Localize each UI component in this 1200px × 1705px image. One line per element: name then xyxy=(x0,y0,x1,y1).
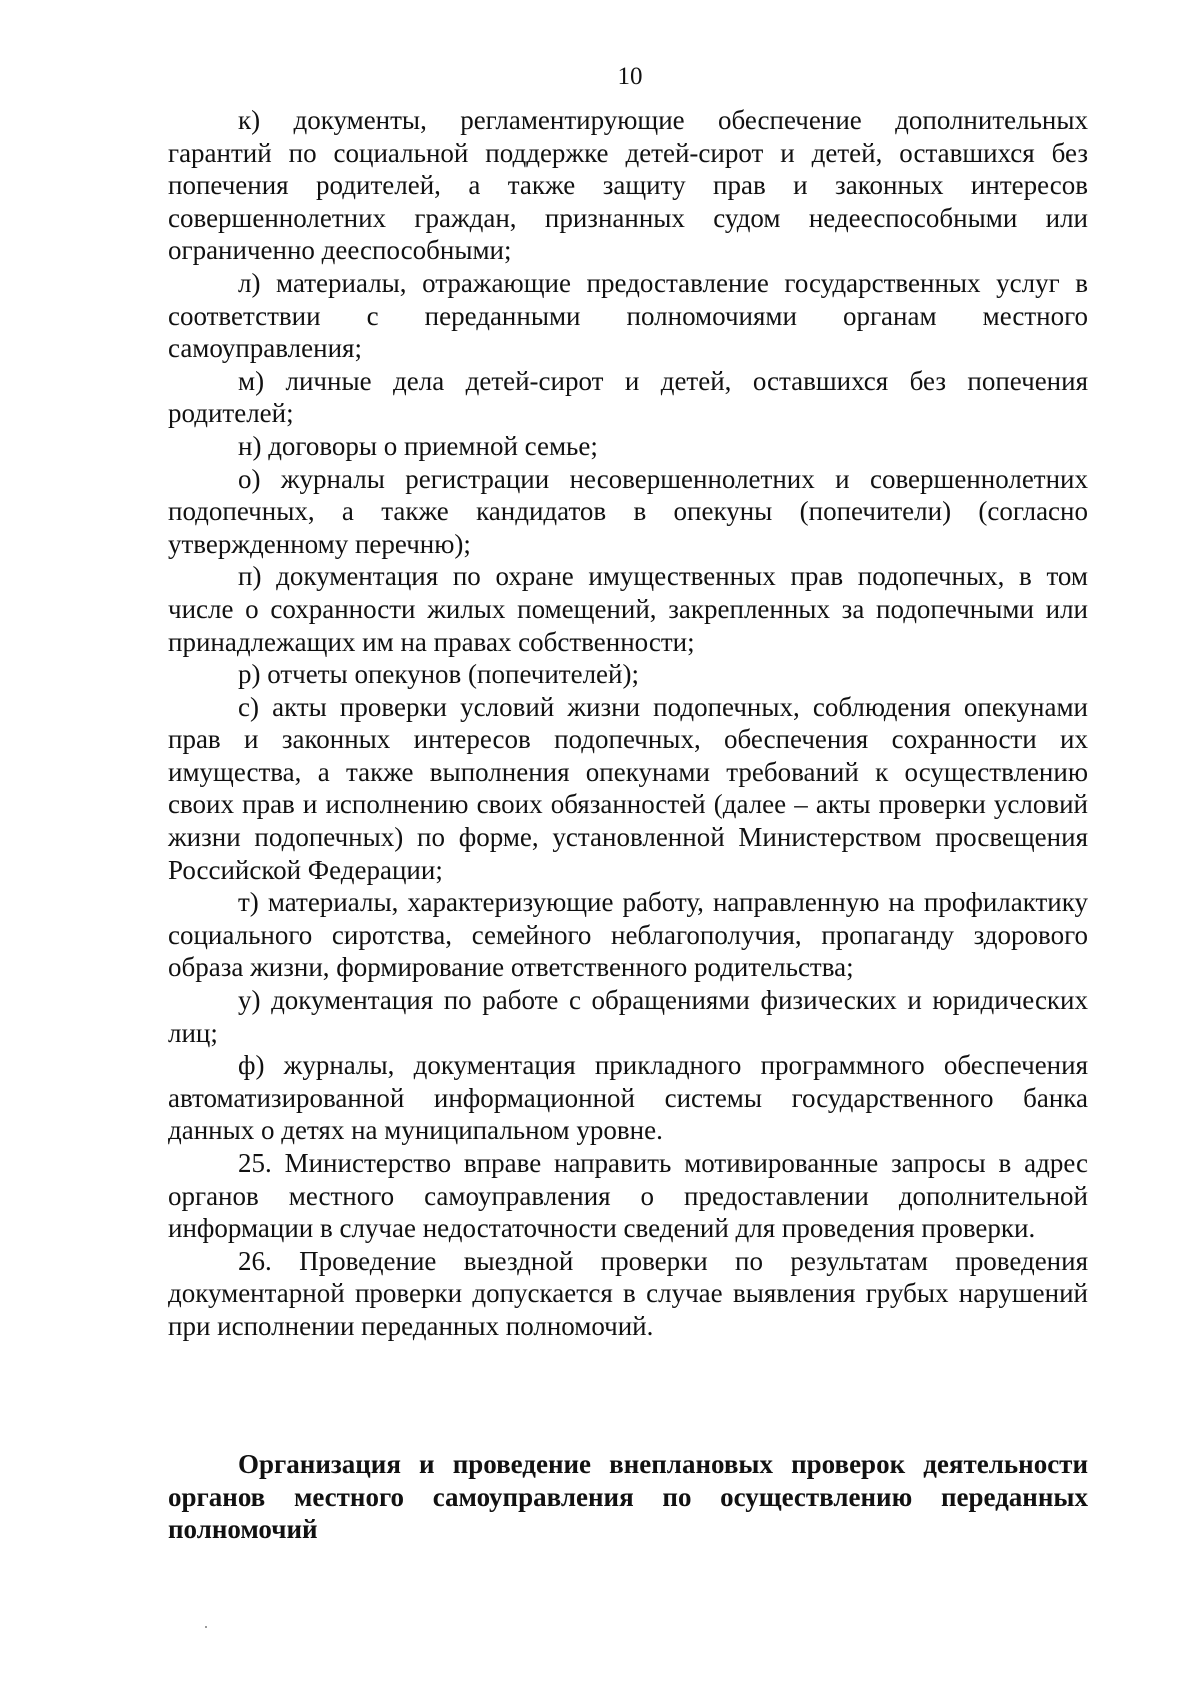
paragraph-l: л) материалы, отражающие предоставление государственных услуг в соответствии с переданными полномочиями органам местного самоуправления; xyxy=(168,267,1088,364)
paragraph-u: у) документация по работе с обращениями физических и юридических лиц; xyxy=(168,985,1088,1048)
paragraph-k: к) документы, регламентирующие обеспечение дополнительных гарантий по социальной поддержке детей-сирот и детей, оставшихся без попечения родителей, а также защиту прав и законных интересов совершеннолетних граждан, признанных судом недееспособными или ограниченно дееспособными; xyxy=(168,105,1088,266)
paragraph-26: 26. Проведение выездной проверки по результатам проведения документарной проверки допускается в случае выявления грубых нарушений при исполнении переданных полномочий. xyxy=(168,1245,1088,1341)
paragraph-f: ф) журналы, документация прикладного программного обеспечения автоматизированной информационной системы государственного банка данных о детях на муниципальном уровне. xyxy=(168,1050,1088,1146)
paragraph-t: т) материалы, характеризующие работу, направленную на профилактику социального сиротства, семейного неблагополучия, пропаганду здорового образа жизни, формирование ответственного родительства; xyxy=(168,887,1088,983)
document-body xyxy=(168,104,1088,1343)
section-heading: Организация и проведение внеплановых проверок деятельности органов местного самоуправления по осуществлению переданных полномочий xyxy=(168,1449,1088,1545)
paragraph-m: м) личные дела детей-сирот и детей, оставшихся без попечения родителей; xyxy=(168,365,1088,429)
scan-speck xyxy=(205,1626,207,1628)
paragraph-p: п) документация по охране имущественных прав подопечных, в том числе о сохранности жилых помещений, закрепленных за подопечными или принадлежащих им на правах собственности; xyxy=(168,561,1088,657)
paragraph-o: о) журналы регистрации несовершеннолетних и совершеннолетних подопечных, а также кандидатов в опекуны (попечители) (согласно утвержденному перечню); xyxy=(168,463,1088,559)
paragraph-s: с) акты проверки условий жизни подопечных, соблюдения опекунами прав и законных интересов подопечных, обеспечения сохранности их имущества, а также выполнения опекунами требований к осуществлению своих прав и исполнению своих обязанностей (далее – акты проверки условий жизни подопечных) по форме, установленной Министерством просвещения Российской Федерации; xyxy=(168,691,1088,885)
paragraph-n: н) договоры о приемной семье; xyxy=(238,430,598,461)
page-number: 10 xyxy=(617,63,643,90)
paragraph-r: р) отчеты опекунов (попечителей); xyxy=(238,659,639,690)
paragraph-25: 25. Министерство вправе направить мотивированные запросы в адрес органов местного самоуправления о предоставлении дополнительной информации в случае недостаточности сведений для проведения проверки. xyxy=(168,1148,1088,1244)
